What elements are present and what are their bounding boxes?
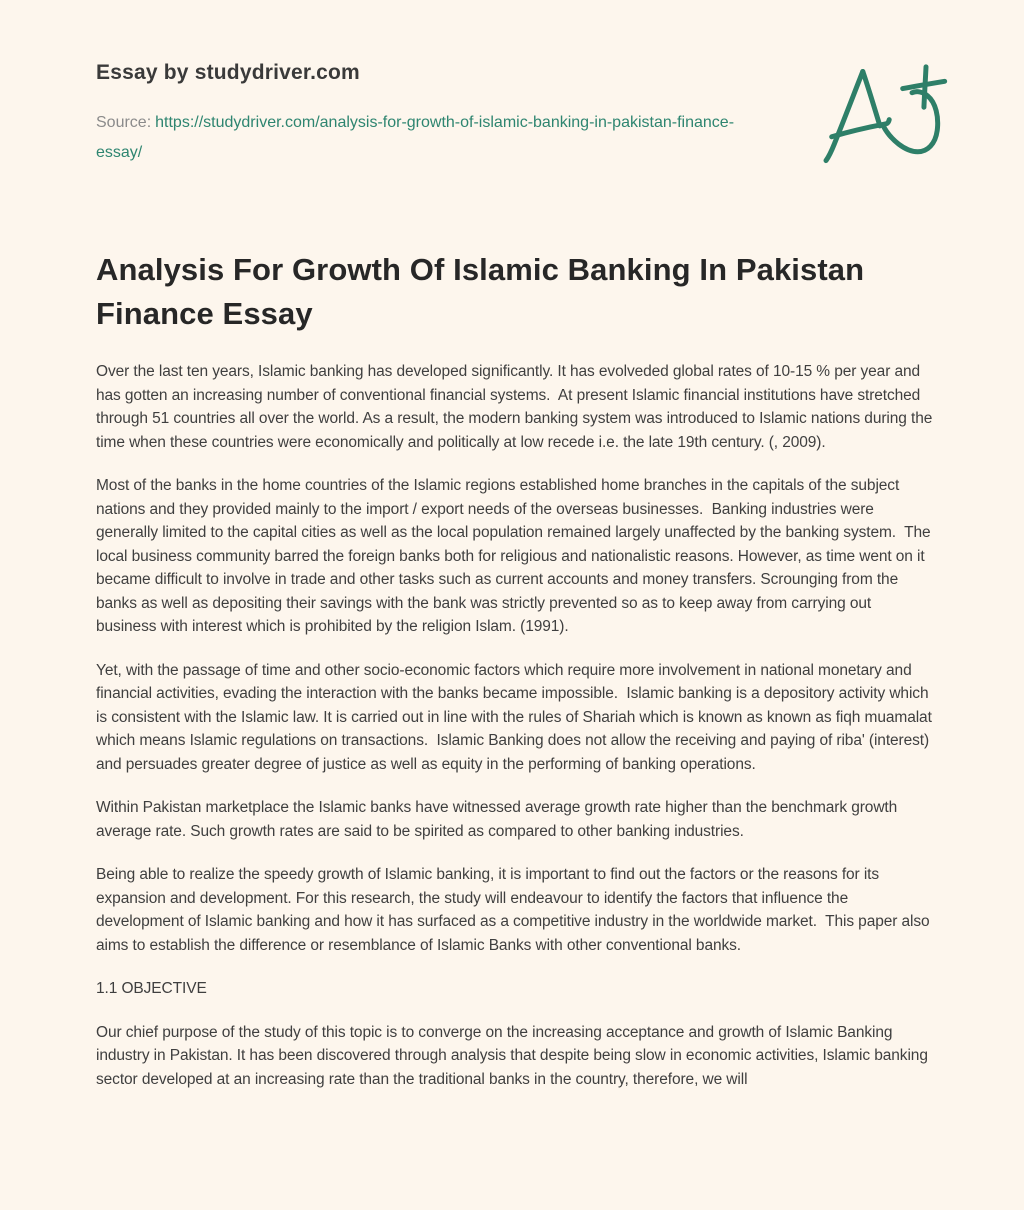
essay-paragraph-objective: Our chief purpose of the study of this topic is to converge on the increasing acceptance and growth of Islamic Banking industry in Pakistan. It has been discovered through analysis that despite being slow in economic activities, Islamic banking sector developed at an increasing rate than the traditional banks in the country, therefore, we will — [96, 1023, 933, 1088]
a-plus-logo — [818, 58, 948, 172]
essay-paragraph-2: Most of the banks in the home countries of the Islamic regions established home branches in the capitals of the subject nations and they provided mainly to the import / export needs of the overseas businesses. Banking industries were generally limited to the capital cities as well as the local population remained largely unaffected by the banking system. The local business community barred the foreign banks both for religious and nationalistic reasons. However, as time went on it became difficult to involve in trade and other tasks such as current accounts and money transfers. Scrounging from the banks as well as depositing their savings with the bank was strictly prevented so as to keep away from carrying out business with interest which is prohibited by the religion Islam. (1991). — [96, 477, 935, 635]
essay-paragraph-3: Yet, with the passage of time and other socio-economic factors which require more involvement in national monetary and financial activities, evading the interaction with the banks became impossible. Islamic banking is a depository activity which is consistent with the Islamic law. It is carried out in line with the rules of Shariah which is known as known as fiqh muamalat which means Islamic regulations on transactions. Islamic Banking does not allow the receiving and paying of riba' (interest) and persuades greater degree of justice as well as equity in the performing of banking operations. — [96, 661, 936, 773]
essay-title: Analysis For Growth Of Islamic Banking In Pakistan Finance Essay — [96, 252, 865, 331]
source-url-link[interactable]: https://studydriver.com/analysis-for-growth-of-islamic-banking-in-pakistan-finance-essay/ — [96, 114, 735, 161]
byline: Essay by studydriver.com — [96, 61, 360, 84]
essay-content — [96, 0, 937, 1091]
essay-paragraph-1: Over the last ten years, Islamic banking has developed significantly. It has evolveded global rates of 10-15 % per year and has gotten an increasing number of conventional financial systems. At present Islamic financial institutions have stretched through 51 countries all over the world. As a result, the modern banking system was introduced to Islamic nations during the time when these countries were economically and politically at low recede i.e. the late 19th century. (, 2009). — [96, 363, 937, 451]
document-header — [96, 60, 934, 168]
source-line — [96, 108, 756, 168]
a-plus-logo-icon — [818, 58, 948, 172]
source-label: Source: — [96, 114, 152, 131]
essay-paragraph-4: Within Pakistan marketplace the Islamic banks have witnessed average growth rate higher than the benchmark growth average rate. Such growth rates are said to be spirited as compared to other banking industries. — [96, 799, 902, 840]
essay-paragraph-5: Being able to realize the speedy growth of Islamic banking, it is important to find out the factors or the reasons for its expansion and development. For this research, the study will endeavour to identify the factors that influence the development of Islamic banking and how it has surfaced as a competitive industry in the worldwide market. This paper also aims to establish the difference or resemblance of Islamic Banks with other conventional banks. — [96, 866, 934, 954]
section-heading-objective: 1.1 OBJECTIVE — [96, 980, 207, 997]
